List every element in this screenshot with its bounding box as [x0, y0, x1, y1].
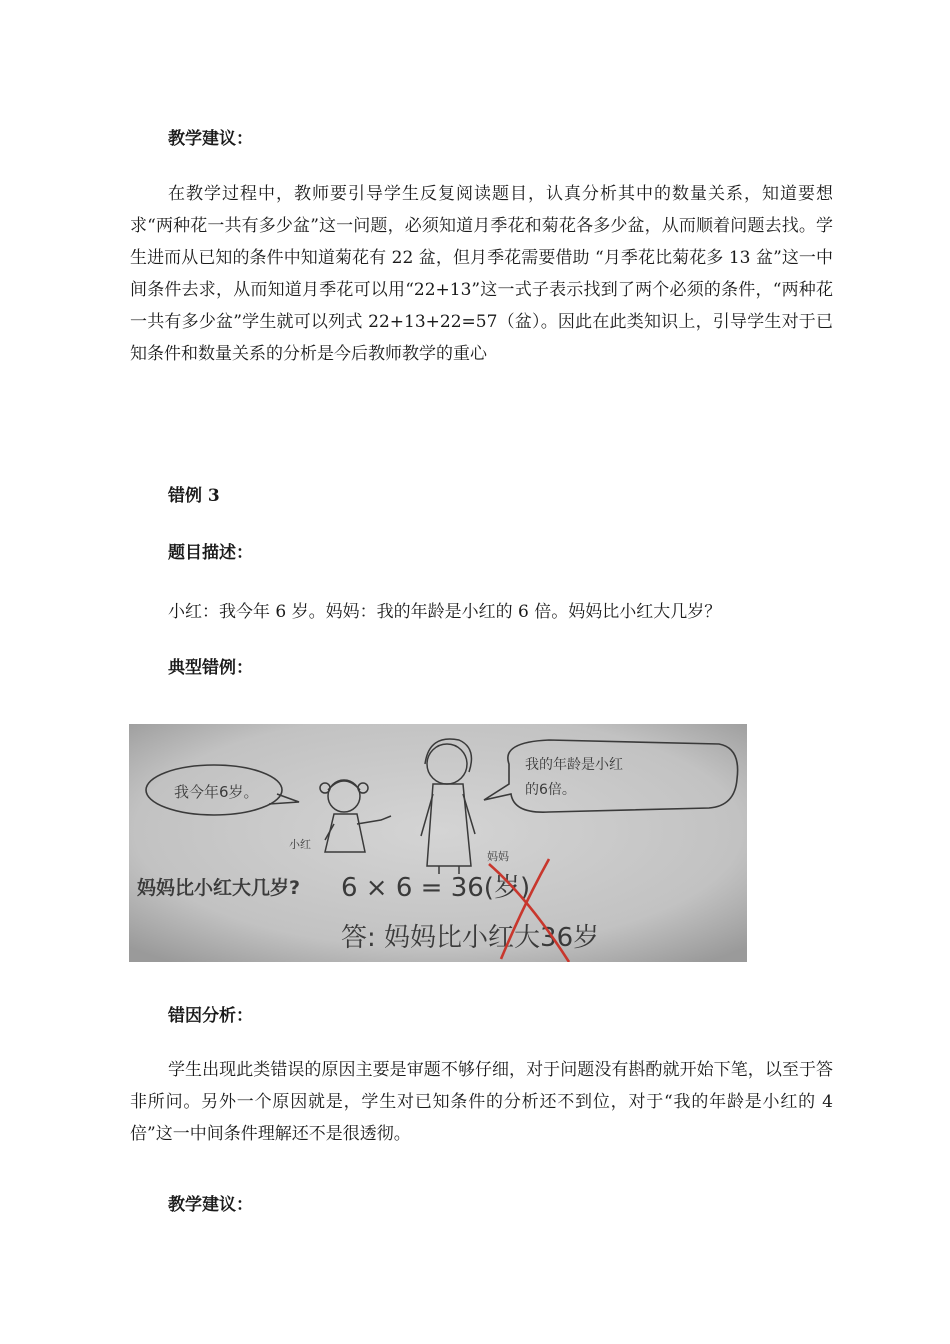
- bubble-left-text: 我今年6岁。: [174, 783, 259, 801]
- bubble-right-text-line1: 我的年龄是小红: [525, 757, 623, 773]
- student-work-photo: [129, 724, 747, 962]
- error-analysis-heading: 错因分析：: [168, 1006, 253, 1026]
- example-title: 错例 3: [168, 486, 220, 506]
- typical-error-heading: 典型错例：: [168, 658, 253, 678]
- student-answer: 答: 妈妈比小红大36岁: [341, 923, 600, 953]
- section-heading-teaching-suggestion-2: 教学建议：: [168, 1195, 253, 1215]
- problem-description-heading: 题目描述：: [168, 543, 253, 563]
- error-analysis-paragraph: 学生出现此类错误的原因主要是审题不够仔细，对于问题没有斟酌就开始下笔，以至于答非所问。另外一个原因就是，学生对已知条件的分析还不到位，对于“我的年龄是小红的 4 倍”这一中间条件理解还不是很透彻。: [130, 1060, 833, 1144]
- teaching-suggestion-paragraph: 在教学过程中，教师要引导学生反复阅读题目，认真分析其中的数量关系，知道要想求“两种花一共有多少盆”这一问题，必须知道月季花和菊花各多少盆，从而顺着问题去找。学生进而从已知的条件中知道菊花有 22 盆，但月季花需要借助 “月季花比菊花多 13 盆”这一中间条件去求，从而知道月季花可以用“22+13”这一式子表示找到了两个必须的条件，“两种花一共有多少盆”学生就可以列式 22+13+22=57（盆）。因此在此类知识上，引导学生对于已知条件和数量关系的分析是今后教师教学的重心: [130, 184, 833, 364]
- problem-description-text: 小红：我今年 6 岁。妈妈：我的年龄是小红的 6 倍。妈妈比小红大几岁？: [168, 602, 722, 622]
- girl-label: 小红: [289, 838, 311, 851]
- section-heading-teaching-suggestion: 教学建议：: [168, 129, 253, 149]
- mom-label: 妈妈: [487, 850, 509, 863]
- photo-question-text: 妈妈比小红大几岁?: [137, 877, 301, 899]
- bubble-right-text-line2: 的6倍。: [525, 782, 576, 798]
- student-equation: 6 × 6 = 36(岁): [341, 873, 531, 903]
